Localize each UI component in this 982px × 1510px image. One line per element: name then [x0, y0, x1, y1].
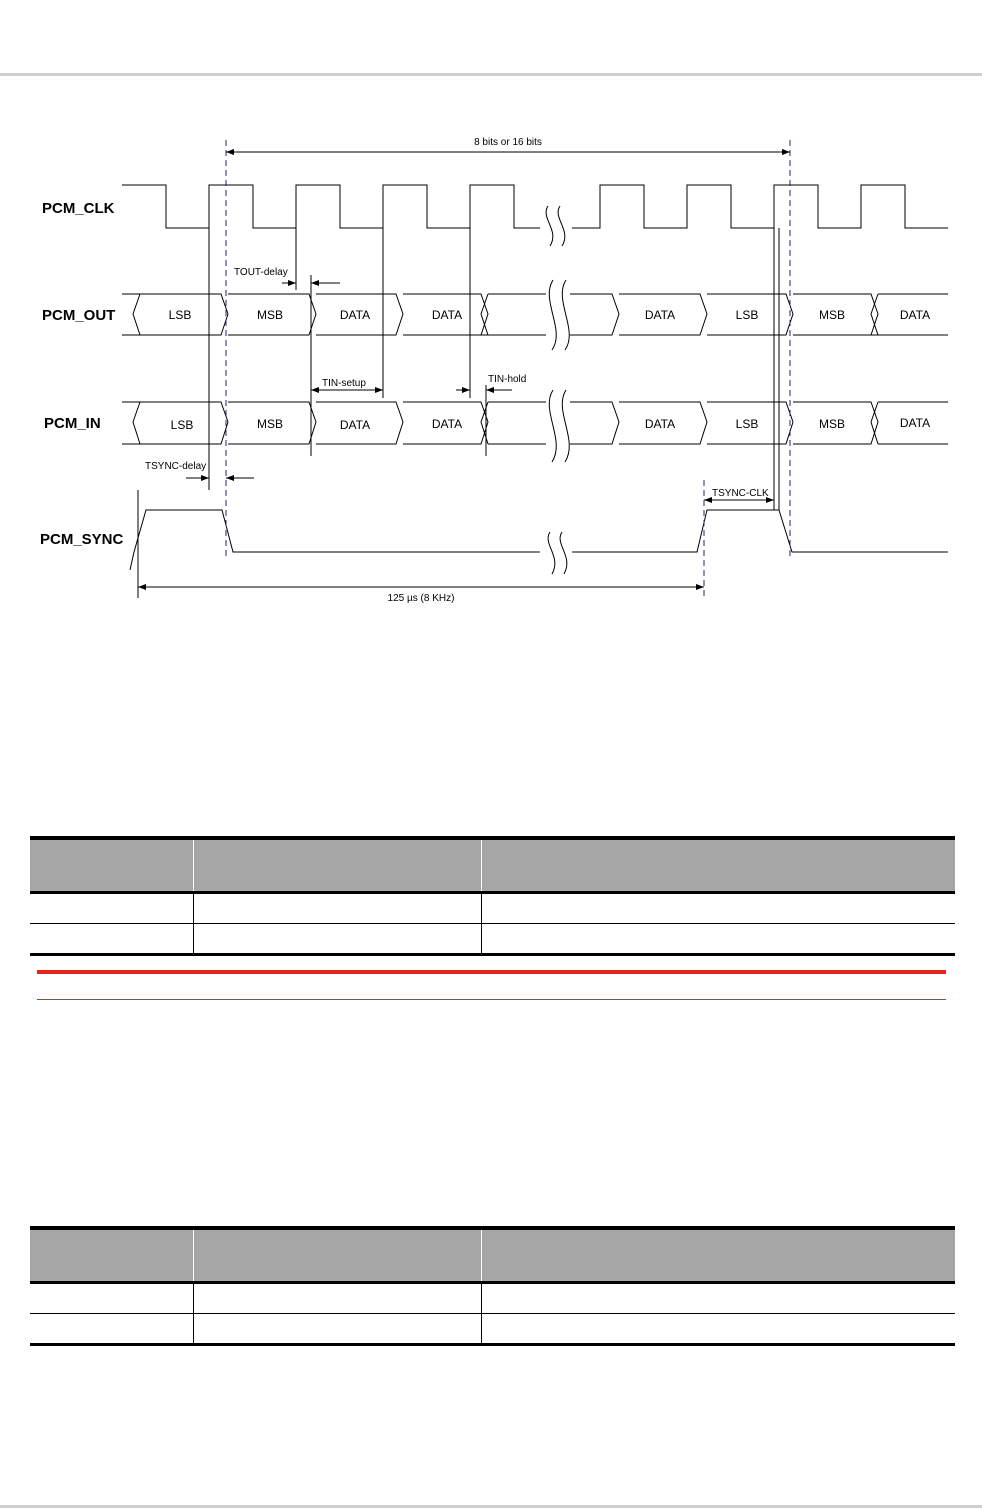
out-cell: MSB — [256, 308, 284, 322]
out-cell: LSB — [168, 308, 192, 322]
spec-table-2 — [30, 1226, 955, 1346]
column-header — [193, 1228, 481, 1283]
signal-label: PCM_IN — [44, 415, 101, 432]
out-cell: MSB — [818, 308, 846, 322]
table-cell — [481, 893, 955, 924]
out-cell: DATA — [644, 308, 676, 322]
signal-label: PCM_CLK — [42, 200, 115, 217]
table-cell — [193, 924, 481, 955]
table-cell — [193, 1314, 481, 1345]
tsync-delay-label: TSYNC-delay — [145, 461, 207, 472]
signal-label: PCM_SYNC — [40, 531, 124, 548]
table-cell — [481, 1283, 955, 1314]
table-row — [30, 924, 955, 955]
in-cell: DATA — [644, 417, 676, 431]
table-cell — [30, 893, 193, 924]
red-divider — [37, 970, 946, 974]
column-header — [481, 838, 955, 893]
out-cell: DATA — [899, 308, 931, 322]
table-cell — [193, 1283, 481, 1314]
tout-delay-label: TOUT-delay — [234, 267, 288, 278]
out-cell: DATA — [339, 308, 371, 322]
table-cell — [481, 1314, 955, 1345]
header-rule — [0, 73, 982, 76]
pcm-timing-diagram — [0, 120, 982, 620]
frame-bits-label: 8 bits or 16 bits — [474, 137, 542, 148]
tin-setup-label: TIN-setup — [322, 378, 366, 389]
in-cell: DATA — [431, 417, 463, 431]
red-divider-thin — [37, 999, 946, 1000]
out-cell: DATA — [431, 308, 463, 322]
pcm-sync-waveform — [134, 510, 948, 552]
in-cell: LSB — [170, 418, 194, 432]
pcm-clk-waveform — [122, 185, 948, 228]
column-header — [30, 838, 193, 893]
spec-table-1 — [30, 836, 955, 956]
table-cell — [30, 1283, 193, 1314]
in-cell: DATA — [899, 416, 931, 430]
in-cell: MSB — [818, 417, 846, 431]
table-cell — [30, 924, 193, 955]
column-header — [193, 838, 481, 893]
table-cell — [481, 924, 955, 955]
in-cell: MSB — [256, 417, 284, 431]
in-cell: LSB — [735, 417, 759, 431]
out-cell: LSB — [735, 308, 759, 322]
in-cell: DATA — [339, 418, 371, 432]
table-row — [30, 1314, 955, 1345]
column-header — [30, 1228, 193, 1283]
table-cell — [193, 893, 481, 924]
tsync-clk-label: TSYNC-CLK — [712, 488, 769, 499]
table-cell — [30, 1314, 193, 1345]
table-row — [30, 893, 955, 924]
period-label: 125 µs (8 KHz) — [387, 593, 455, 604]
footer-rule — [0, 1505, 982, 1508]
column-header — [481, 1228, 955, 1283]
signal-label: PCM_OUT — [42, 307, 116, 324]
table-row — [30, 1283, 955, 1314]
tin-hold-label: TIN-hold — [488, 374, 527, 385]
